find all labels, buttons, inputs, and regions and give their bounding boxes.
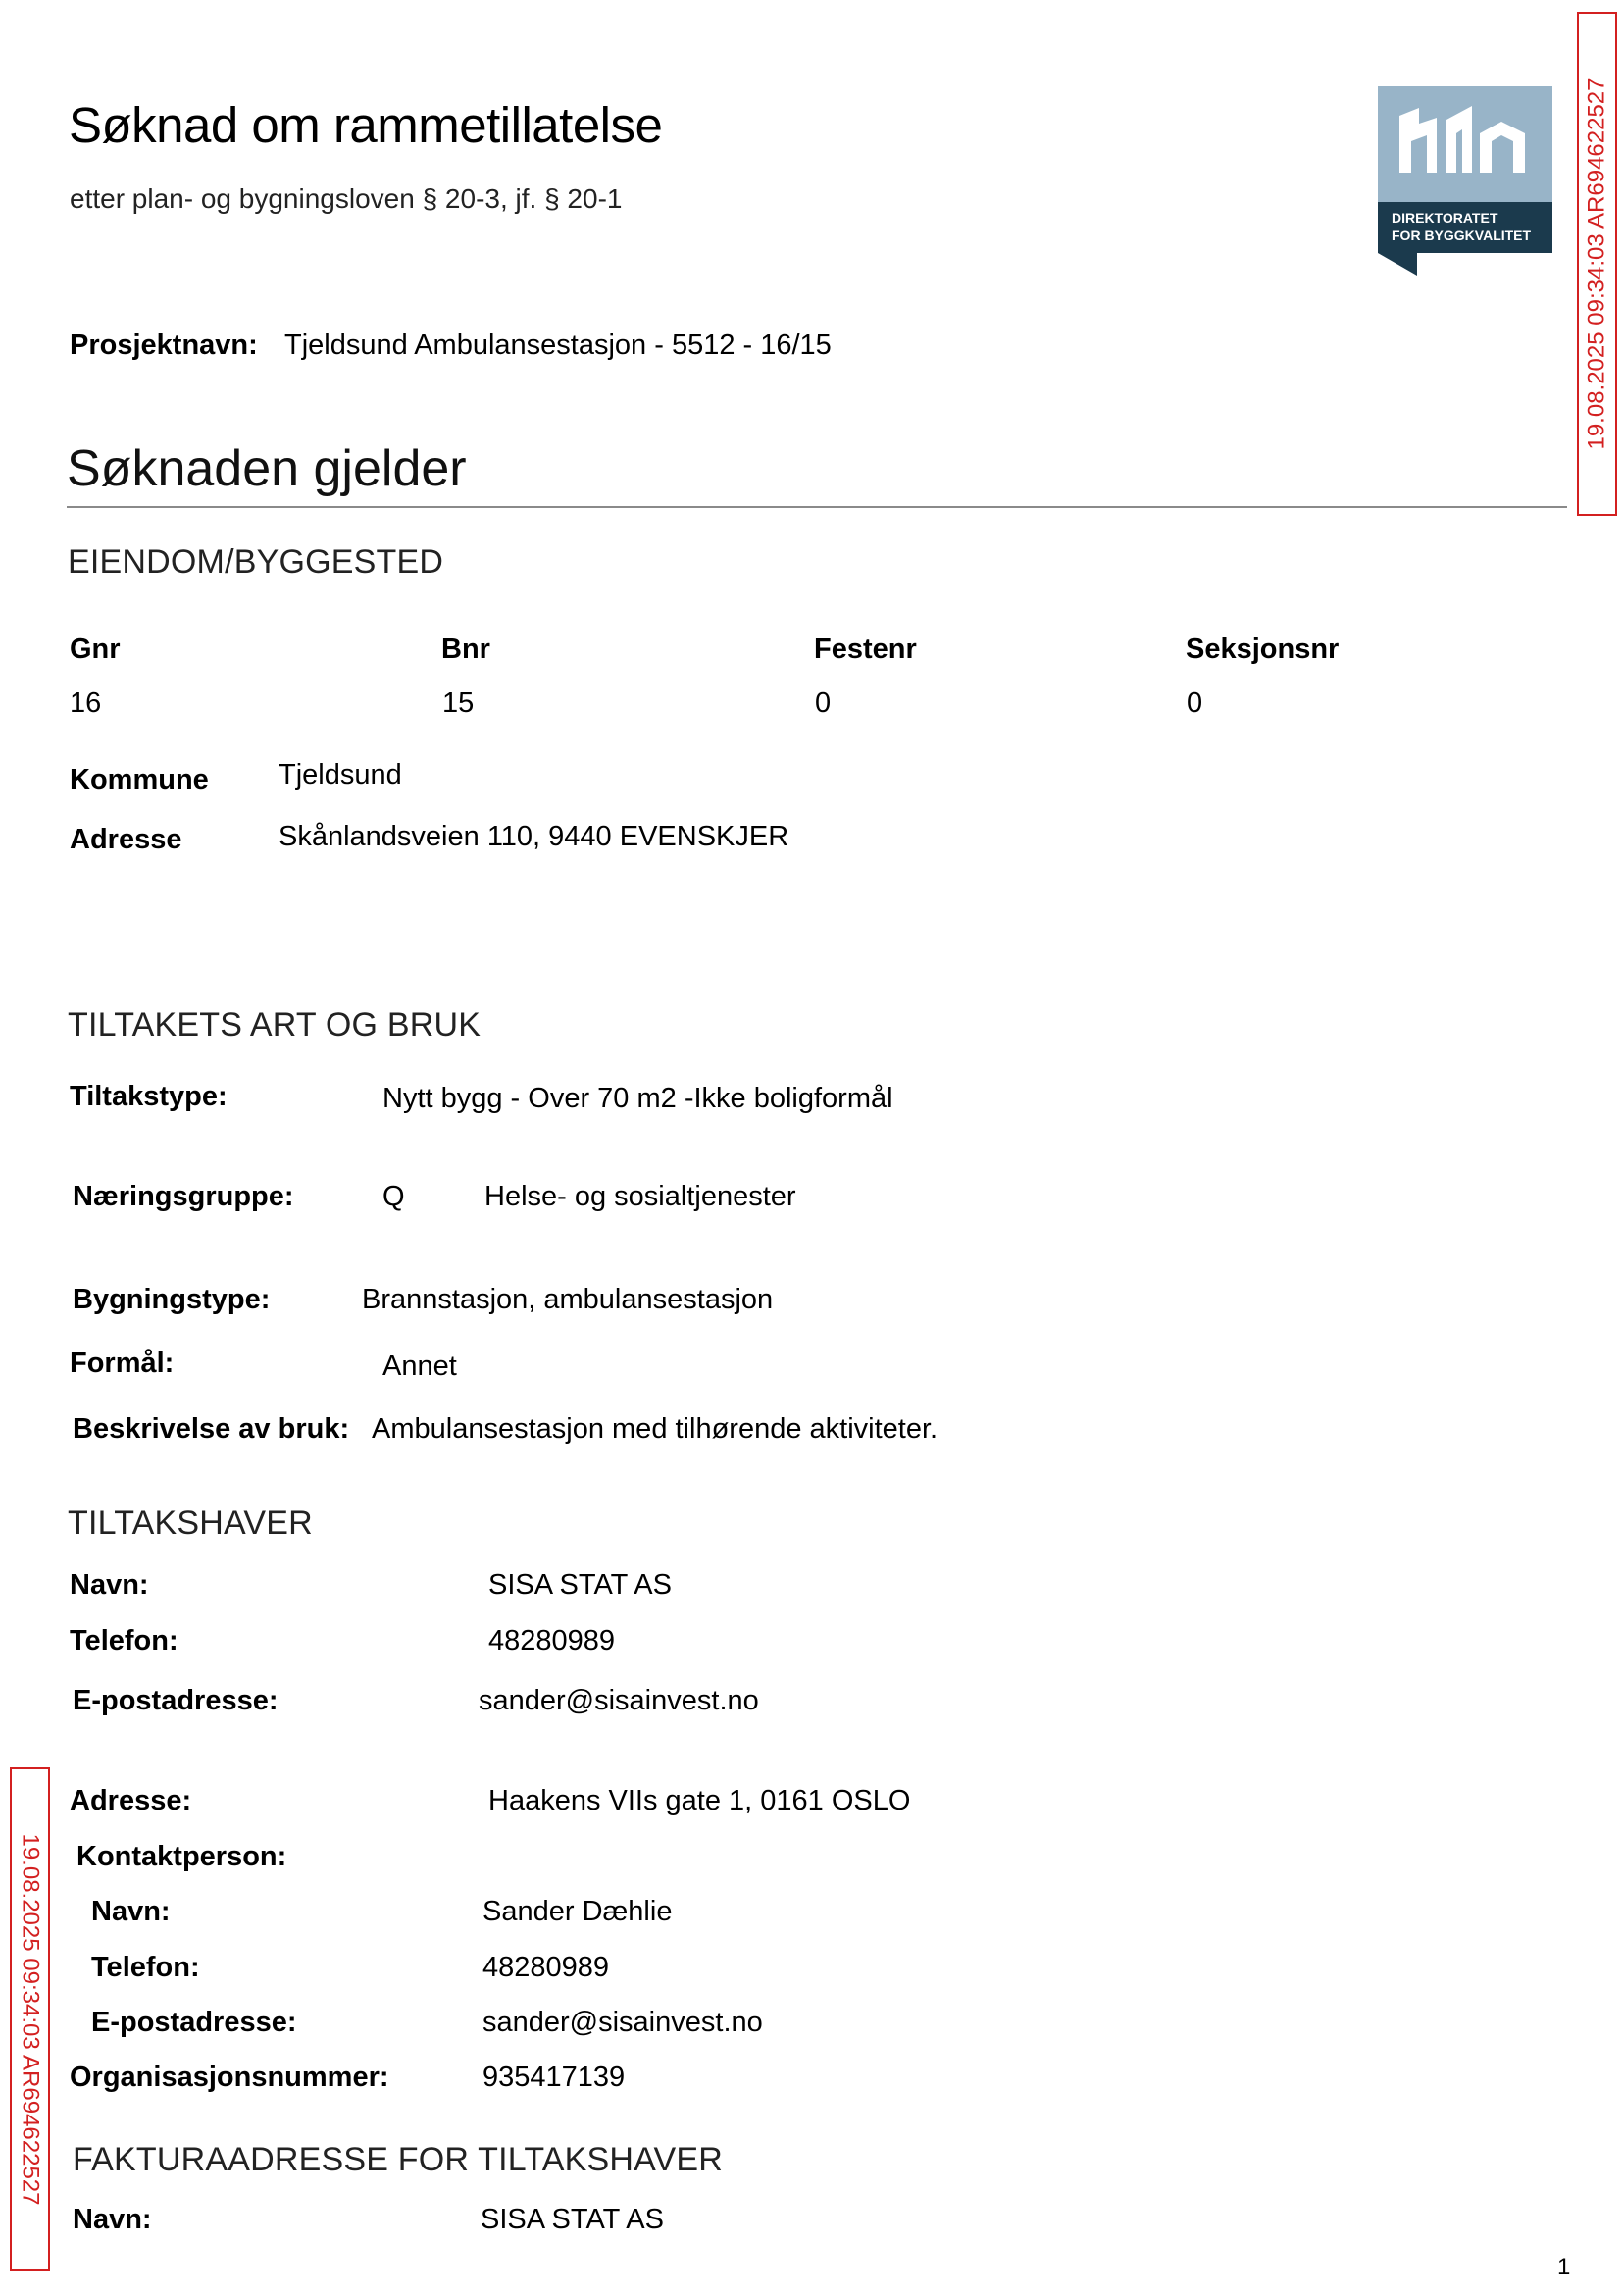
kommune-label: Kommune (70, 764, 209, 795)
measure-heading: TILTAKETS ART OG BRUK (68, 1006, 482, 1044)
adresse-value: Skånlandsveien 110, 9440 EVENSKJER (279, 821, 789, 852)
bruk-value: Ambulansestasjon med tilhørende aktiviteter. (372, 1413, 939, 1445)
contact-phone-value: 48280989 (482, 1952, 610, 1983)
applicant-email-value: sander@sisainvest.no (479, 1685, 759, 1716)
applicant-heading: TILTAKSHAVER (68, 1504, 313, 1542)
page-number: 1 (1557, 2254, 1571, 2280)
bruk-label: Beskrivelse av bruk: (73, 1413, 350, 1445)
project-value: Tjeldsund Ambulansestasjon - 5512 - 16/15 (284, 330, 832, 361)
applicant-name-label: Navn: (70, 1569, 149, 1601)
contact-name-value: Sander Dæhlie (482, 1896, 673, 1927)
seksjonsnr-value: 0 (1187, 688, 1203, 719)
logo-line1: DIREKTORATET (1392, 210, 1498, 226)
invoice-name-label: Navn: (73, 2204, 152, 2235)
adresse-label: Adresse (70, 824, 182, 855)
naeringsgruppe-value: Helse- og sosialtjenester (484, 1181, 796, 1212)
gnr-value: 16 (70, 688, 102, 719)
invoice-name-value: SISA STAT AS (481, 2204, 664, 2235)
bnr-label: Bnr (441, 634, 490, 665)
timestamp-stamp-bottom (10, 1767, 50, 2271)
section-title: Søknaden gjelder (67, 440, 467, 497)
formal-value: Annet (382, 1351, 457, 1382)
seksjonsnr-label: Seksjonsnr (1186, 634, 1340, 665)
timestamp-stamp-top (1577, 12, 1617, 516)
applicant-phone-value: 48280989 (488, 1625, 616, 1657)
section-divider (67, 506, 1567, 508)
applicant-address-label: Adresse: (70, 1785, 192, 1816)
kommune-value: Tjeldsund (279, 759, 402, 790)
contact-phone-label: Telefon: (91, 1952, 200, 1983)
applicant-name-value: SISA STAT AS (488, 1569, 672, 1601)
bygningstype-label: Bygningstype: (73, 1284, 271, 1315)
tiltakstype-value: Nytt bygg - Over 70 m2 -Ikke boligformål (382, 1083, 893, 1114)
naeringsgruppe-label: Næringsgruppe: (73, 1181, 294, 1212)
naeringsgruppe-code: Q (382, 1181, 405, 1212)
dibk-logo (1378, 86, 1552, 276)
applicant-address-value: Haakens VIIs gate 1, 0161 OSLO (488, 1785, 911, 1816)
applicant-phone-label: Telefon: (70, 1625, 178, 1657)
document-subtitle: etter plan- og bygningsloven § 20-3, jf. § 20-1 (70, 183, 623, 214)
stamp-text: 19.08.2025 09:34:03 AR694622527 (17, 1833, 44, 2206)
gnr-label: Gnr (70, 634, 121, 665)
org-number-label: Organisasjonsnummer: (70, 2062, 389, 2093)
contact-email-label: E-postadresse: (91, 2007, 297, 2038)
bygningstype-value: Brannstasjon, ambulansestasjon (362, 1284, 774, 1315)
invoice-heading: FAKTURAADRESSE FOR TILTAKSHAVER (73, 2141, 724, 2178)
contact-label: Kontaktperson: (76, 1841, 287, 1872)
property-heading: EIENDOM/BYGGESTED (68, 543, 444, 581)
stamp-text: 19.08.2025 09:34:03 AR694622527 (1583, 77, 1610, 450)
org-number-value: 935417139 (482, 2062, 626, 2093)
festenr-label: Festenr (814, 634, 917, 665)
applicant-email-label: E-postadresse: (73, 1685, 279, 1716)
project-label: Prosjektnavn: (70, 330, 258, 361)
festenr-value: 0 (815, 688, 832, 719)
dibk-logo-mark (1378, 86, 1552, 276)
contact-name-label: Navn: (91, 1896, 171, 1927)
tiltakstype-label: Tiltakstype: (70, 1081, 228, 1112)
formal-label: Formål: (70, 1348, 175, 1379)
bnr-value: 15 (442, 688, 475, 719)
contact-email-value: sander@sisainvest.no (482, 2007, 763, 2038)
logo-line2: FOR BYGGKVALITET (1392, 228, 1532, 243)
document-title: Søknad om rammetillatelse (69, 97, 663, 153)
